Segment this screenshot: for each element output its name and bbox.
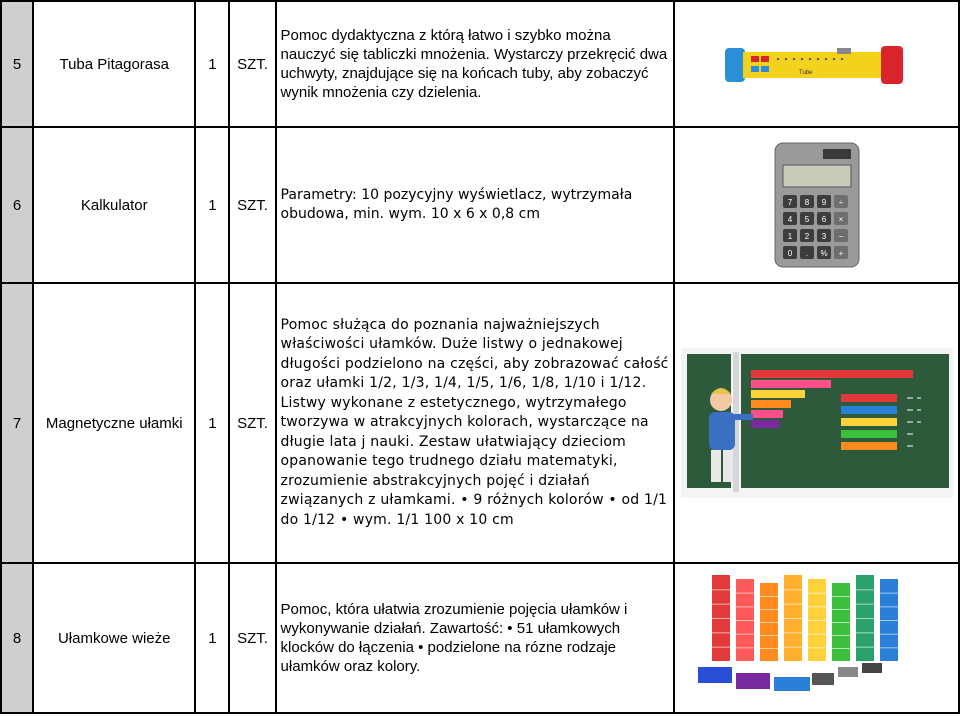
unit: SZT. — [229, 127, 275, 283]
row-number: 6 — [1, 127, 33, 283]
quantity: 1 — [195, 1, 229, 127]
row-number: 5 — [1, 1, 33, 127]
calculator-key-label: 0 — [787, 249, 792, 258]
description-cell — [276, 283, 675, 563]
calculator-key-label: . — [805, 249, 808, 258]
table-row — [1, 563, 959, 713]
image-cell — [674, 283, 959, 563]
quantity: 1 — [195, 563, 229, 713]
calculator-key-label: 3 — [821, 232, 826, 241]
calculator-key-label: % — [820, 249, 828, 258]
calculator-key-label: 7 — [787, 198, 792, 207]
calculator-key-label: 9 — [821, 198, 826, 207]
calculator-key-label: 8 — [804, 198, 809, 207]
tube-body — [743, 52, 883, 78]
image-cell — [674, 563, 959, 713]
image-cell — [674, 1, 959, 127]
calculator-key-label: 2 — [804, 232, 809, 241]
product-name: Tuba Pitagorasa — [33, 1, 195, 127]
fraction-towers — [712, 575, 898, 661]
calculator-key-label: + — [838, 249, 844, 258]
product-name: Ułamkowe wieże — [33, 563, 195, 713]
description-cell — [276, 1, 675, 127]
calculator-key-label: × — [838, 215, 844, 224]
tube-right-cap — [881, 46, 903, 84]
calculator-key-label: 5 — [804, 215, 809, 224]
table-row — [1, 1, 959, 127]
calculator-key-label: 6 — [821, 215, 826, 224]
product-name: Kalkulator — [33, 127, 195, 283]
fraction-towers-image — [692, 569, 942, 707]
description: Pomoc, która ułatwia zrozumienie pojęcia ułamków i wykonywanie działań. Zawartość: • 51 ułamkowych klocków do łączenia • podzielone na rózne rodzaje ułamków oraz kolory. — [280, 601, 628, 675]
table-row — [1, 127, 959, 283]
description: Pomoc dydaktyczna z którą łatwo i szybko można nauczyć się tabliczki mnożenia. Wystarczy przekręcić dwa uchwyty, znajdujące się na końcach tuby, aby zobaczyć wynik mnożenia czy dzielenia. — [280, 27, 668, 101]
description: Pomoc służąca do poznania najważniejszych właściwości ułamków. Duże listwy o jednakowej długości podzielono na części, aby zobrazować całość oraz ułamki 1/2, 1/3, 1/4, 1/5, 1/6, 1/8, 1/10 i 1/12. Listwy wykonane z estetycznego, wytrzymałego tworzywa w atrakcyjnych kolorach, wystarczące na długie lata j nauki. Zestaw ułatwiający dzieciom opanowanie tego trudnego działu matematyki, zrozumienie abstrakcyjnych pojęć i działań związanych z ułamkami. • 9 różnych kolorów • od 1/1 do 1/12 • wym. 1/1 100 x 10 cm — [280, 316, 669, 528]
calculator-display — [783, 165, 851, 187]
row-number: 8 — [1, 563, 33, 713]
description-cell — [276, 127, 675, 283]
calculator-key-label: 1 — [787, 232, 792, 241]
calculator-key-label: ÷ — [838, 198, 843, 207]
quantity: 1 — [195, 127, 229, 283]
product-name: Magnetyczne ułamki — [33, 283, 195, 563]
tube-left-cap — [725, 48, 745, 82]
tube-label: Tube — [798, 70, 813, 76]
unit: SZT. — [229, 283, 275, 563]
unit: SZT. — [229, 563, 275, 713]
pythagoras-tube-image — [717, 34, 917, 94]
image-cell — [674, 127, 959, 283]
table-row — [1, 283, 959, 563]
calculator-key-label: 4 — [787, 215, 792, 224]
solar-panel — [823, 149, 851, 159]
calculator-key-label: − — [838, 232, 844, 241]
row-number: 7 — [1, 283, 33, 563]
magnetic-fractions-image — [681, 348, 953, 498]
unit: SZT. — [229, 1, 275, 127]
quantity: 1 — [195, 283, 229, 563]
calculator-image — [767, 139, 867, 271]
description: Parametry: 10 pozycyjny wyświetlacz, wytrzymała obudowa, min. wym. 10 x 6 x 0,8 cm — [280, 186, 633, 222]
description-cell — [276, 563, 675, 713]
